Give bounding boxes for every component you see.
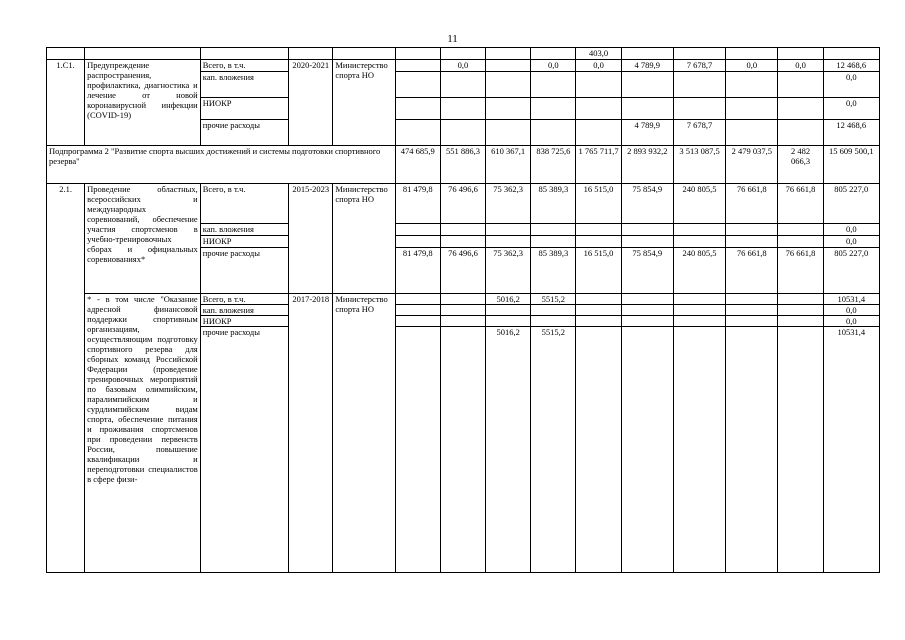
value-cell: [621, 98, 673, 120]
value-cell: [395, 294, 440, 305]
expense-type: Всего, в т.ч.: [200, 60, 288, 72]
value-cell: [621, 236, 673, 248]
executor: Министерство спорта НО: [333, 184, 395, 294]
value-cell: [726, 98, 778, 120]
expense-type: НИОКР: [200, 98, 288, 120]
value-cell: 4 789,9: [621, 60, 673, 72]
value-cell: 7 678,7: [673, 60, 725, 72]
value-cell: 805 227,0: [823, 184, 879, 224]
expense-type: НИОКР: [200, 316, 288, 327]
value-cell: 5016,2: [486, 327, 531, 573]
value-cell: 2 893 932,2: [621, 146, 673, 184]
value-cell: 16 515,0: [576, 248, 621, 294]
value-cell: [486, 305, 531, 316]
value-cell: 76 661,8: [726, 184, 778, 224]
value-cell: [778, 72, 823, 98]
value-cell: 551 886,3: [440, 146, 485, 184]
value-cell: [576, 120, 621, 146]
value-cell: [673, 294, 725, 305]
value-cell: [621, 72, 673, 98]
table-cell: [47, 48, 85, 60]
value-cell: [440, 72, 485, 98]
subprogram-title: Подпрограмма 2 "Развитие спорта высших достижений и системы подготовки спортивного резерва": [47, 146, 396, 184]
value-cell: 610 367,1: [486, 146, 531, 184]
executor: Министерство спорта НО: [333, 294, 395, 573]
value-cell: 838 725,6: [531, 146, 576, 184]
value-cell: [395, 224, 440, 236]
value-cell: [440, 224, 485, 236]
value-cell: [673, 316, 725, 327]
value-cell: 5515,2: [531, 294, 576, 305]
table-cell: [85, 48, 201, 60]
value-cell: 85 389,3: [531, 248, 576, 294]
value-cell: 76 496,6: [440, 184, 485, 224]
value-cell: [395, 305, 440, 316]
value-cell: 0,0: [823, 236, 879, 248]
value-cell: [395, 98, 440, 120]
value-cell: [673, 305, 725, 316]
value-cell: [576, 224, 621, 236]
table-row: [47, 48, 880, 60]
value-cell: 2 482 066,3: [778, 146, 823, 184]
table-cell: [778, 48, 823, 60]
table-cell: [486, 48, 531, 60]
row-number: 1.С1.: [47, 60, 85, 146]
table-cell: [531, 48, 576, 60]
value-cell: [395, 72, 440, 98]
measure-description: Предупреждение распространения, профилактика, диагностика и лечение от новой коронавирусной инфекции (COVID-19): [85, 60, 201, 146]
value-cell: 3 513 087,5: [673, 146, 725, 184]
value-cell: [673, 224, 725, 236]
value-cell: [576, 236, 621, 248]
table-row: [47, 60, 880, 72]
value-cell: [726, 236, 778, 248]
value-cell: 0,0: [823, 305, 879, 316]
value-cell: [531, 120, 576, 146]
value-cell: 75 854,9: [621, 184, 673, 224]
table-cell: [333, 48, 395, 60]
value-cell: [395, 236, 440, 248]
value-cell: [395, 120, 440, 146]
value-cell: 5515,2: [531, 327, 576, 573]
value-cell: [726, 294, 778, 305]
value-cell: 0,0: [823, 98, 879, 120]
period: 2017-2018: [289, 294, 333, 573]
value-cell: [778, 120, 823, 146]
value-cell: [440, 120, 485, 146]
value-cell: [726, 224, 778, 236]
value-cell: [531, 224, 576, 236]
value-cell: [621, 294, 673, 305]
value-cell: [778, 294, 823, 305]
table-cell: [395, 48, 440, 60]
expense-type: НИОКР: [200, 236, 288, 248]
value-cell: [778, 236, 823, 248]
expense-type: кап. вложения: [200, 224, 288, 236]
value-cell: 12 468,6: [823, 60, 879, 72]
value-cell: 0,0: [823, 316, 879, 327]
value-cell: 240 805,5: [673, 248, 725, 294]
value-cell: [778, 305, 823, 316]
value-cell: [726, 72, 778, 98]
value-cell: [726, 316, 778, 327]
value-cell: 76 661,8: [778, 248, 823, 294]
value-cell: [486, 98, 531, 120]
value-cell: [531, 316, 576, 327]
value-cell: [531, 305, 576, 316]
value-cell: [486, 236, 531, 248]
table-cell: [726, 48, 778, 60]
value-cell: 15 609 500,1: [823, 146, 879, 184]
value-cell: [531, 72, 576, 98]
value-cell: [673, 327, 725, 573]
measure-description: Проведение областных, всероссийских и международных соревнований, обеспечение участия спортсменов в учебно-тренировочных сборах и официальных соревнованиях*: [85, 184, 201, 294]
value-cell: [440, 305, 485, 316]
value-cell: 85 389,3: [531, 184, 576, 224]
row-number: 2.1.: [47, 184, 85, 573]
value-cell: 0,0: [823, 72, 879, 98]
table-cell: [200, 48, 288, 60]
value-cell: [576, 305, 621, 316]
page-number: 11: [447, 33, 458, 45]
expense-type: прочие расходы: [200, 327, 288, 573]
value-cell: [726, 327, 778, 573]
value-cell: [486, 72, 531, 98]
value-cell: [531, 236, 576, 248]
value-cell: 76 496,6: [440, 248, 485, 294]
table-cell: 403,0: [576, 48, 621, 60]
value-cell: [486, 120, 531, 146]
value-cell: 10531,4: [823, 294, 879, 305]
value-cell: [673, 236, 725, 248]
value-cell: [673, 72, 725, 98]
expense-type: прочие расходы: [200, 248, 288, 294]
value-cell: 5016,2: [486, 294, 531, 305]
value-cell: 0,0: [726, 60, 778, 72]
value-cell: [531, 98, 576, 120]
value-cell: 1 765 711,7: [576, 146, 621, 184]
table-cell: [673, 48, 725, 60]
value-cell: 805 227,0: [823, 248, 879, 294]
value-cell: 10531,4: [823, 327, 879, 573]
value-cell: 75 854,9: [621, 248, 673, 294]
value-cell: [576, 98, 621, 120]
value-cell: [486, 316, 531, 327]
value-cell: 240 805,5: [673, 184, 725, 224]
value-cell: [440, 294, 485, 305]
expense-type: Всего, в т.ч.: [200, 184, 288, 224]
value-cell: 0,0: [531, 60, 576, 72]
value-cell: 76 661,8: [778, 184, 823, 224]
value-cell: [621, 224, 673, 236]
value-cell: 81 479,8: [395, 248, 440, 294]
value-cell: [621, 305, 673, 316]
table-row: [47, 184, 880, 224]
value-cell: 76 661,8: [726, 248, 778, 294]
value-cell: [621, 327, 673, 573]
value-cell: [726, 120, 778, 146]
value-cell: [440, 236, 485, 248]
value-cell: [440, 327, 485, 573]
table-row: [47, 294, 880, 305]
value-cell: [576, 316, 621, 327]
value-cell: 474 685,9: [395, 146, 440, 184]
value-cell: 75 362,3: [486, 248, 531, 294]
value-cell: [486, 224, 531, 236]
value-cell: [778, 316, 823, 327]
table-cell: [289, 48, 333, 60]
value-cell: [395, 60, 440, 72]
executor: Министерство спорта НО: [333, 60, 395, 146]
value-cell: [673, 98, 725, 120]
period: 2020-2021: [289, 60, 333, 146]
table-cell: [440, 48, 485, 60]
value-cell: 7 678,7: [673, 120, 725, 146]
expense-type: кап. вложения: [200, 72, 288, 98]
table-row: [47, 146, 880, 184]
value-cell: 2 479 037,5: [726, 146, 778, 184]
value-cell: [440, 98, 485, 120]
value-cell: [778, 98, 823, 120]
value-cell: [440, 316, 485, 327]
value-cell: [395, 316, 440, 327]
value-cell: 0,0: [440, 60, 485, 72]
expense-type: Всего, в т.ч.: [200, 294, 288, 305]
value-cell: [395, 327, 440, 573]
value-cell: 12 468,6: [823, 120, 879, 146]
budget-table: [46, 47, 880, 573]
value-cell: [778, 327, 823, 573]
value-cell: 4 789,9: [621, 120, 673, 146]
value-cell: [726, 305, 778, 316]
value-cell: [576, 294, 621, 305]
table-cell: [621, 48, 673, 60]
value-cell: 16 515,0: [576, 184, 621, 224]
value-cell: [576, 72, 621, 98]
value-cell: 0,0: [576, 60, 621, 72]
value-cell: 0,0: [778, 60, 823, 72]
sub-description: * - в том числе "Оказание адресной финансовой поддержки спортивным организациям, осуществляющим подготовку спортивного резерва для сборных команд Российской Федерации (проведение тренировочных мероприятий по базовым олимпийским, паралимпийским и сурдлимпийским видам спорта, обеспечение питания и проживания спортсменов при проведении первенств России, повышение квалификации и переподготовки специалистов в сфере физи-: [85, 294, 201, 573]
table-cell: [823, 48, 879, 60]
value-cell: 0,0: [823, 224, 879, 236]
expense-type: кап. вложения: [200, 305, 288, 316]
value-cell: [576, 327, 621, 573]
value-cell: [621, 316, 673, 327]
value-cell: [486, 60, 531, 72]
expense-type: прочие расходы: [200, 120, 288, 146]
value-cell: 75 362,3: [486, 184, 531, 224]
value-cell: 81 479,8: [395, 184, 440, 224]
period: 2015-2023: [289, 184, 333, 294]
value-cell: [778, 224, 823, 236]
